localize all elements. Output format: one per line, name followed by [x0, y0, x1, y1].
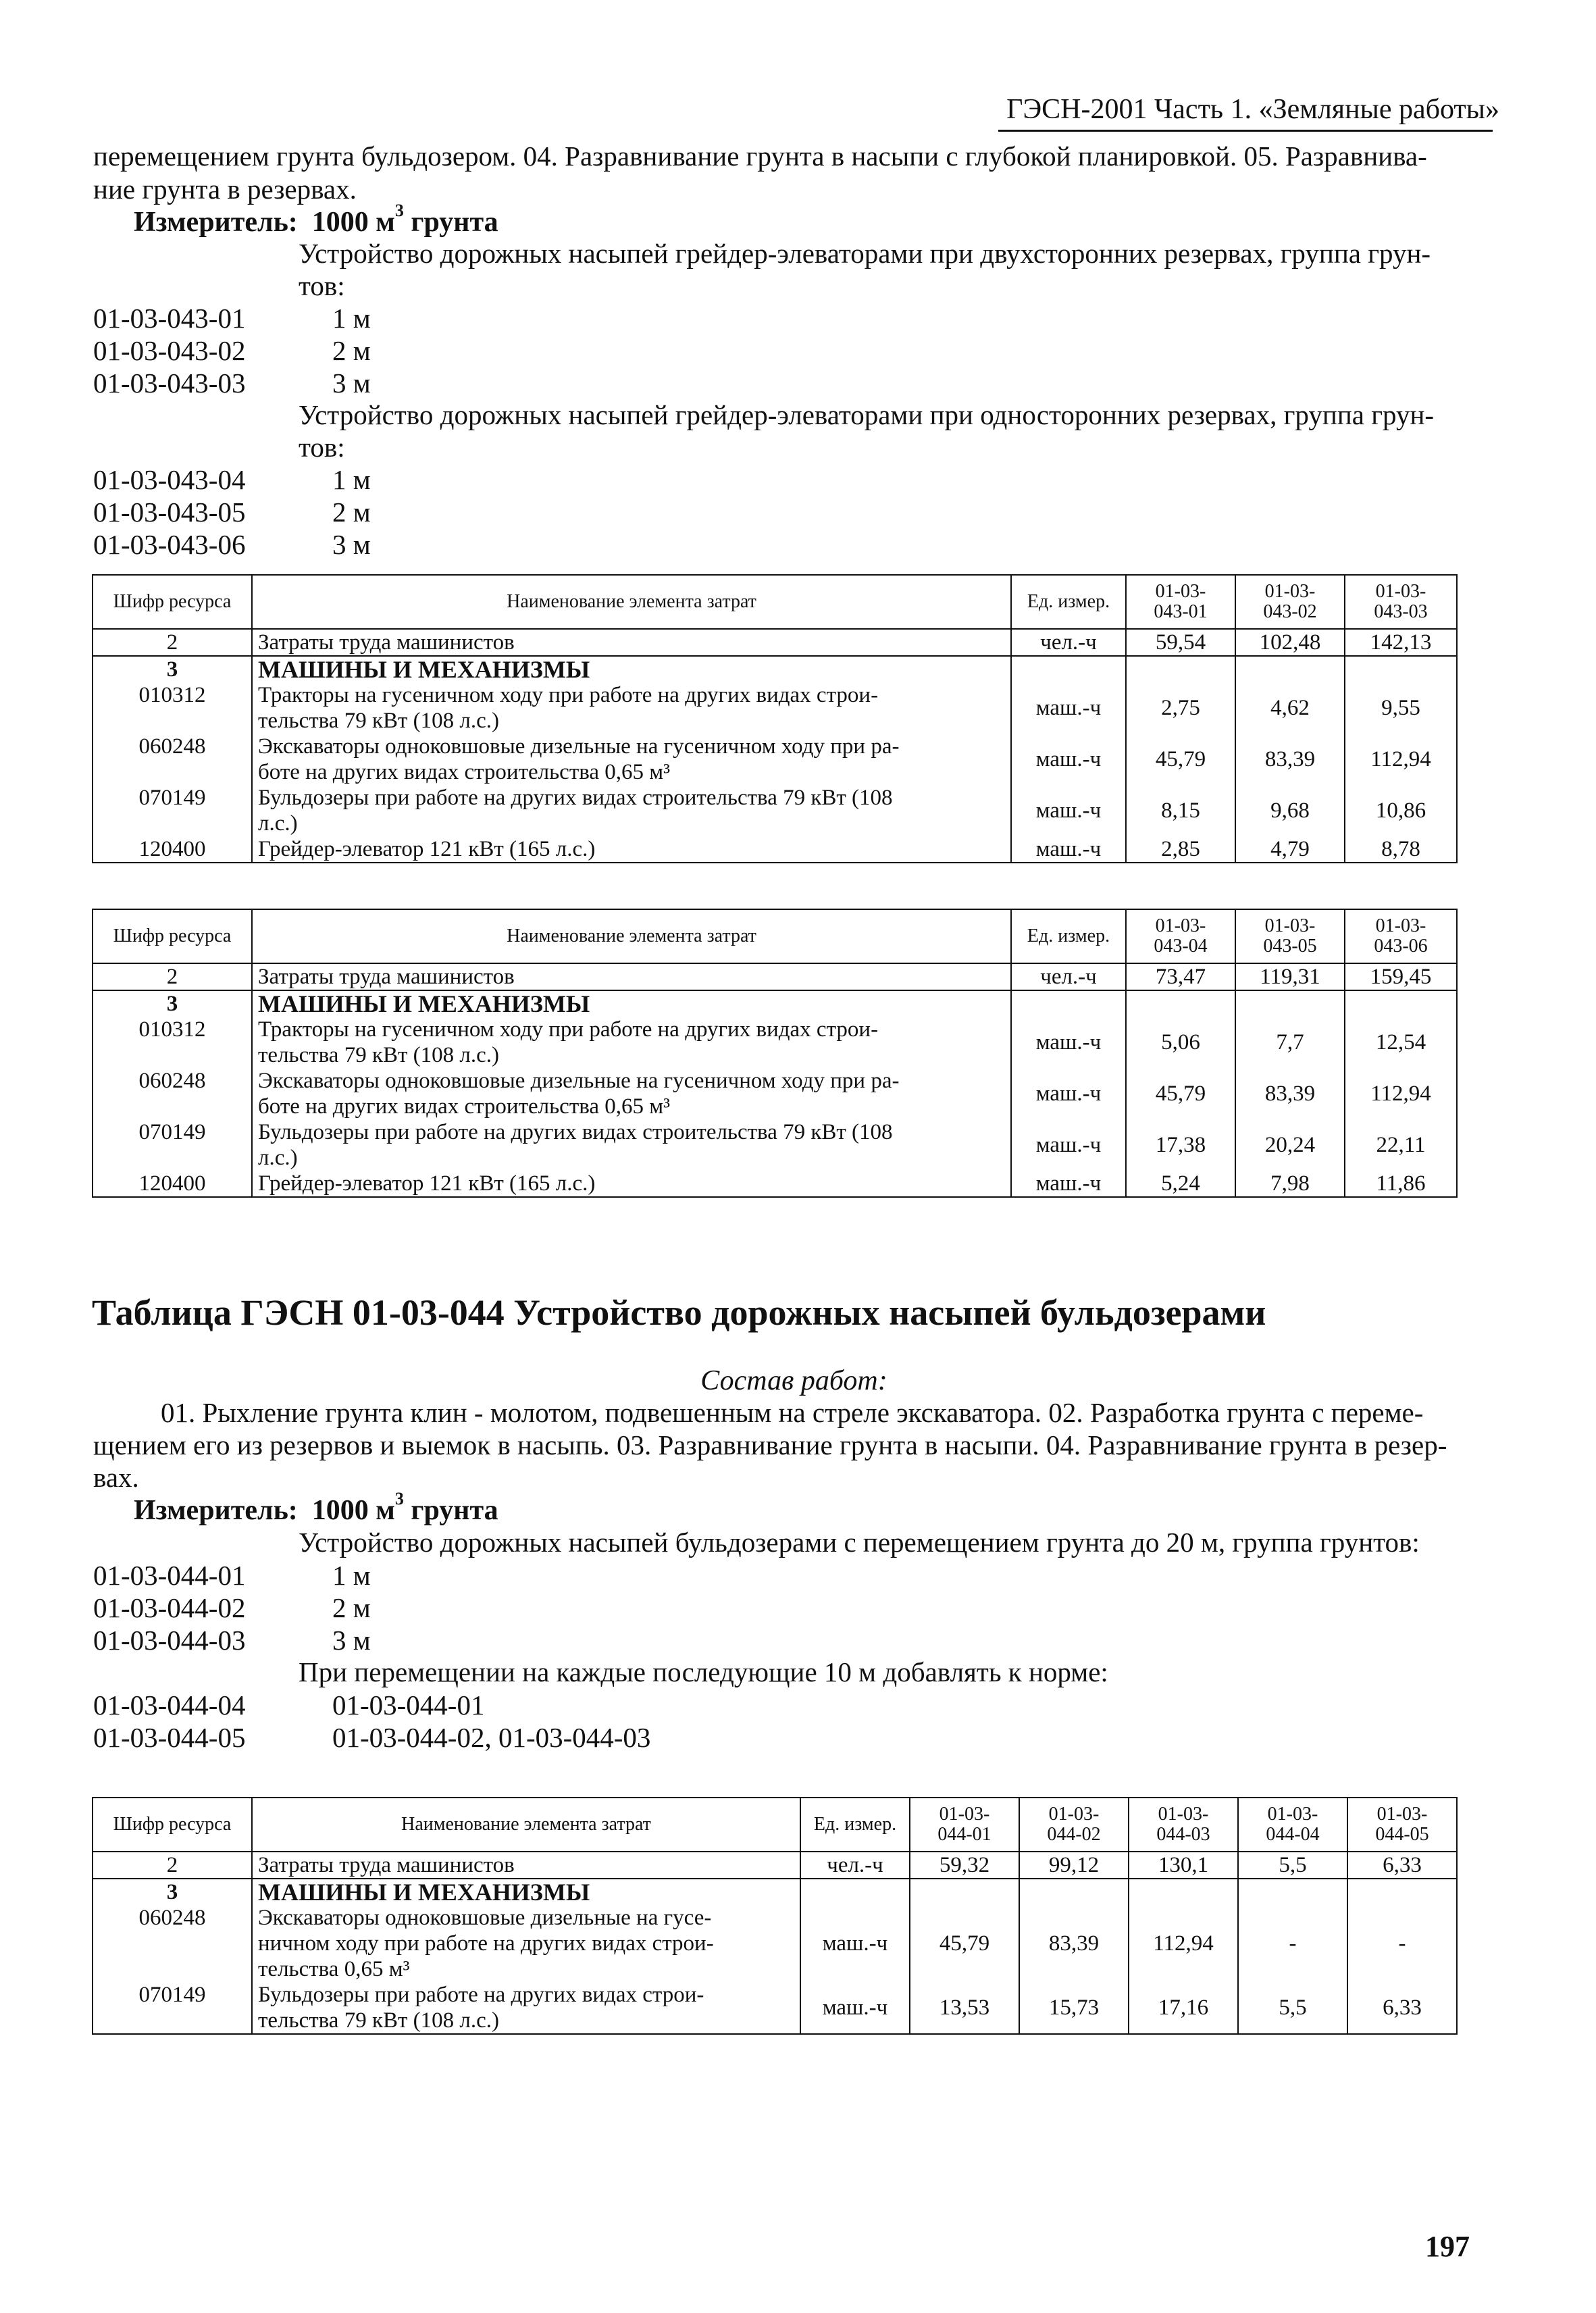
code-desc: 1 м	[332, 1560, 371, 1591]
cost-element-name	[252, 1171, 1011, 1197]
value-cell: 4,79	[1235, 836, 1345, 863]
resource-code: 2	[93, 1852, 252, 1879]
unit-cell: маш.-ч	[1011, 1068, 1126, 1119]
code-item: 01-03-043-02	[93, 335, 246, 366]
name-line: тельства 79 кВт (108 л.с.)	[258, 1043, 500, 1067]
name-line: МАШИНЫ И МЕХАНИЗМЫ	[258, 656, 590, 683]
resource-code: 2	[93, 963, 252, 990]
name-line: Затраты труда машинистов	[258, 1853, 515, 1877]
code-desc: 3 м	[332, 1625, 371, 1656]
cost-element-name	[252, 1905, 800, 1982]
code-item: 01-03-044-05	[93, 1722, 246, 1753]
measure-unit: грунта	[403, 207, 498, 238]
value-cell: 59,54	[1126, 629, 1235, 656]
unit-cell: маш.-ч	[800, 1982, 910, 2034]
name-line: Экскаваторы одноковшовые дизельные на гусеничном ходу при ра-	[258, 1069, 900, 1093]
value-cell: 59,32	[910, 1852, 1019, 1879]
table-row	[93, 836, 1457, 863]
measure-value: 1000 м	[311, 207, 395, 238]
column-header: 01-03- 044-04	[1238, 1798, 1347, 1852]
name-line: МАШИНЫ И МЕХАНИЗМЫ	[258, 990, 590, 1017]
name-line: Грейдер-элеватор 121 кВт (165 л.с.)	[258, 837, 596, 861]
unit-cell: маш.-ч	[1011, 1017, 1126, 1068]
code-desc: 2 м	[332, 335, 371, 366]
table-header-row	[93, 1798, 1457, 1852]
unit-cell: чел.-ч	[800, 1852, 910, 1879]
group2-line-2: тов:	[299, 432, 345, 463]
name-line: Бульдозеры при работе на других видах строительства 79 кВт (108	[258, 1120, 893, 1144]
cost-element-name	[252, 836, 1011, 863]
cost-element-name	[252, 1879, 800, 1905]
value-cell: 45,79	[910, 1905, 1019, 1982]
value-cell: 142,13	[1345, 629, 1457, 656]
value-cell: 5,5	[1238, 1852, 1347, 1879]
value-cell	[1345, 990, 1457, 1017]
value-cell: 5,5	[1238, 1982, 1347, 2034]
value-cell: 7,98	[1235, 1171, 1345, 1197]
value-cell: 8,78	[1345, 836, 1457, 863]
name-line: тельства 0,65 м³	[258, 1957, 410, 1981]
column-header: Наименование элемента затрат	[252, 909, 1011, 963]
measure-label: Измеритель:	[134, 1495, 298, 1526]
code-item: 01-03-043-06	[93, 529, 246, 560]
table-row	[93, 1119, 1457, 1171]
value-cell: 45,79	[1126, 734, 1235, 785]
column-header: 01-03- 044-02	[1019, 1798, 1129, 1852]
name-line: тельства 79 кВт (108 л.с.)	[258, 2008, 500, 2033]
code-desc: 3 м	[332, 367, 371, 399]
measure-unit: грунта	[403, 1495, 498, 1526]
group1-line-1: Устройство дорожных насыпей грейдер-элеваторами при двухсторонних резервах, группа грун-	[299, 238, 1431, 269]
resource-code: 060248	[93, 734, 252, 785]
cost-element-name	[252, 1068, 1011, 1119]
measure-value: 1000 м	[311, 1495, 395, 1526]
value-cell: 10,86	[1345, 785, 1457, 836]
value-cell: 2,75	[1126, 682, 1235, 734]
group1-line-2: тов:	[299, 270, 345, 301]
column-header: 01-03- 044-03	[1129, 1798, 1238, 1852]
code-item: 01-03-043-03	[93, 367, 246, 399]
name-line: Тракторы на гусеничном ходу при работе на других видах строи-	[258, 1017, 879, 1042]
resource-code: 120400	[93, 836, 252, 863]
page-number: 197	[1425, 2230, 1470, 2263]
measure-sup: 3	[394, 201, 404, 220]
value-cell: 17,38	[1126, 1119, 1235, 1171]
value-cell: 83,39	[1235, 1068, 1345, 1119]
name-line: Тракторы на гусеничном ходу при работе на других видах строи-	[258, 683, 879, 707]
value-cell: 9,68	[1235, 785, 1345, 836]
code-item: 01-03-043-05	[93, 497, 246, 528]
value-cell: 112,94	[1345, 1068, 1457, 1119]
resource-code: 2	[93, 629, 252, 656]
table-row	[93, 1171, 1457, 1197]
measure-line-2	[134, 1489, 498, 1527]
column-header: 01-03- 043-06	[1345, 909, 1457, 963]
cost-element-name	[252, 1982, 800, 2034]
group2-line-1: Устройство дорожных насыпей грейдер-элеваторами при односторонних резервах, группа грун-	[299, 399, 1435, 430]
table-row	[93, 682, 1457, 734]
resource-table-2	[92, 909, 1458, 1198]
table-row	[93, 629, 1457, 656]
column-header: Шифр ресурса	[93, 909, 252, 963]
resource-code: 070149	[93, 1982, 252, 2034]
value-cell	[1238, 1879, 1347, 1905]
name-line: тельства 79 кВт (108 л.с.)	[258, 709, 500, 733]
value-cell: 15,73	[1019, 1982, 1129, 2034]
table-row	[93, 785, 1457, 836]
group-line: Устройство дорожных насыпей бульдозерами с перемещением грунта до 20 м, группа грунтов:	[299, 1527, 1420, 1558]
value-cell	[1347, 1879, 1457, 1905]
works-line-2: щением его из резервов и выемок в насыпь. 03. Разравнивание грунта в насыпи. 04. Разравнивание грунта в резер-	[93, 1429, 1447, 1460]
value-cell: 73,47	[1126, 963, 1235, 990]
column-header: Наименование элемента затрат	[252, 575, 1011, 629]
name-line: Бульдозеры при работе на других видах строи-	[258, 1983, 704, 2007]
add-line: При перемещении на каждые последующие 10 м добавлять к норме:	[299, 1656, 1108, 1687]
value-cell: 2,85	[1126, 836, 1235, 863]
value-cell: 83,39	[1235, 734, 1345, 785]
name-line: Экскаваторы одноковшовые дизельные на гусе-	[258, 1906, 712, 1930]
name-line: л.с.)	[258, 811, 298, 836]
column-header: 01-03- 043-01	[1126, 575, 1235, 629]
table-title: Таблица ГЭСН 01-03-044 Устройство дорожных насыпей бульдозерами	[92, 1292, 1266, 1333]
resource-code: 060248	[93, 1905, 252, 1982]
value-cell: -	[1238, 1905, 1347, 1982]
value-cell	[1129, 1879, 1238, 1905]
unit-cell: маш.-ч	[1011, 1119, 1126, 1171]
unit-cell: маш.-ч	[1011, 836, 1126, 863]
unit-cell: чел.-ч	[1011, 963, 1126, 990]
header-rule	[998, 130, 1493, 132]
value-cell: 8,15	[1126, 785, 1235, 836]
unit-cell: маш.-ч	[800, 1905, 910, 1982]
name-line: Экскаваторы одноковшовые дизельные на гусеничном ходу при ра-	[258, 734, 900, 759]
cost-element-name	[252, 1017, 1011, 1068]
resource-code: 010312	[93, 682, 252, 734]
value-cell: 22,11	[1345, 1119, 1457, 1171]
value-cell: 11,86	[1345, 1171, 1457, 1197]
unit-cell	[1011, 656, 1126, 682]
column-header: Шифр ресурса	[93, 575, 252, 629]
code-desc: 1 м	[332, 464, 371, 495]
cost-element-name	[252, 990, 1011, 1017]
value-cell: 4,62	[1235, 682, 1345, 734]
value-cell: 13,53	[910, 1982, 1019, 2034]
value-cell: 45,79	[1126, 1068, 1235, 1119]
unit-cell: маш.-ч	[1011, 734, 1126, 785]
resource-code: 010312	[93, 1017, 252, 1068]
name-line: ничном ходу при работе на других видах строи-	[258, 1931, 714, 1956]
value-cell	[1019, 1879, 1129, 1905]
code-desc: 2 м	[332, 1592, 371, 1623]
value-cell: 112,94	[1345, 734, 1457, 785]
unit-cell: маш.-ч	[1011, 682, 1126, 734]
resource-table-1	[92, 574, 1458, 863]
resource-code: 070149	[93, 785, 252, 836]
table-row	[93, 1879, 1457, 1905]
running-header: ГЭСН-2001 Часть 1. «Земляные работы»	[1006, 94, 1499, 125]
value-cell: 99,12	[1019, 1852, 1129, 1879]
value-cell: 20,24	[1235, 1119, 1345, 1171]
code-item: 01-03-044-02	[93, 1592, 246, 1623]
code-item: 01-03-043-04	[93, 464, 246, 495]
column-header: 01-03- 044-01	[910, 1798, 1019, 1852]
name-line: Затраты труда машинистов	[258, 630, 515, 655]
unit-cell	[800, 1879, 910, 1905]
code-desc: 1 м	[332, 303, 371, 334]
value-cell: 130,1	[1129, 1852, 1238, 1879]
intro-line-1: перемещением грунта бульдозером. 04. Разравнивание грунта в насыпи с глубокой планировкой. 05. Разравнива-	[93, 141, 1427, 172]
value-cell: 6,33	[1347, 1852, 1457, 1879]
column-header: 01-03- 043-03	[1345, 575, 1457, 629]
table-row	[93, 1905, 1457, 1982]
value-cell: 119,31	[1235, 963, 1345, 990]
works-line-3: вах.	[93, 1462, 139, 1493]
table-row	[93, 656, 1457, 682]
value-cell: 102,48	[1235, 629, 1345, 656]
resource-code: 3	[93, 656, 252, 682]
table-row	[93, 1017, 1457, 1068]
measure-line-1	[134, 201, 498, 238]
column-header: 01-03- 043-04	[1126, 909, 1235, 963]
column-header: 01-03- 043-05	[1235, 909, 1345, 963]
resource-table-3	[92, 1797, 1458, 2035]
table-row	[93, 734, 1457, 785]
value-cell	[910, 1879, 1019, 1905]
value-cell	[1126, 656, 1235, 682]
resource-code: 3	[93, 990, 252, 1017]
table-header-row	[93, 575, 1457, 629]
value-cell	[1345, 656, 1457, 682]
value-cell: -	[1347, 1905, 1457, 1982]
name-line: Затраты труда машинистов	[258, 965, 515, 989]
column-header: Ед. измер.	[800, 1798, 910, 1852]
name-line: Бульдозеры при работе на других видах строительства 79 кВт (108	[258, 786, 893, 810]
measure-label: Измеритель:	[134, 207, 298, 238]
value-cell: 159,45	[1345, 963, 1457, 990]
resource-code: 3	[93, 1879, 252, 1905]
name-line: МАШИНЫ И МЕХАНИЗМЫ	[258, 1879, 590, 1906]
value-cell: 7,7	[1235, 1017, 1345, 1068]
value-cell	[1235, 656, 1345, 682]
code-desc: 01-03-044-02, 01-03-044-03	[332, 1722, 651, 1753]
value-cell: 112,94	[1129, 1905, 1238, 1982]
cost-element-name	[252, 963, 1011, 990]
value-cell: 83,39	[1019, 1905, 1129, 1982]
name-line: боте на других видах строительства 0,65 м³	[258, 760, 671, 784]
value-cell: 9,55	[1345, 682, 1457, 734]
resource-code: 120400	[93, 1171, 252, 1197]
table-row	[93, 963, 1457, 990]
code-item: 01-03-044-01	[93, 1560, 246, 1591]
resource-code: 060248	[93, 1068, 252, 1119]
name-line: боте на других видах строительства 0,65 м³	[258, 1094, 671, 1119]
column-header: Шифр ресурса	[93, 1798, 252, 1852]
unit-cell: маш.-ч	[1011, 785, 1126, 836]
works-line-1: 01. Рыхление грунта клин - молотом, подвешенным на стреле экскаватора. 02. Разработка грунта с переме-	[161, 1397, 1424, 1428]
value-cell: 12,54	[1345, 1017, 1457, 1068]
column-header: Ед. измер.	[1011, 575, 1126, 629]
code-item: 01-03-043-01	[93, 303, 246, 334]
cost-element-name	[252, 629, 1011, 656]
code-desc: 3 м	[332, 529, 371, 560]
table-row	[93, 1982, 1457, 2034]
value-cell: 5,06	[1126, 1017, 1235, 1068]
table-row	[93, 1068, 1457, 1119]
intro-line-2: ние грунта в резервах.	[93, 174, 357, 205]
cost-element-name	[252, 656, 1011, 682]
column-header: Ед. измер.	[1011, 909, 1126, 963]
unit-cell	[1011, 990, 1126, 1017]
value-cell	[1235, 990, 1345, 1017]
name-line: Грейдер-элеватор 121 кВт (165 л.с.)	[258, 1171, 596, 1196]
cost-element-name	[252, 682, 1011, 734]
table-row	[93, 990, 1457, 1017]
measure-sup: 3	[394, 1489, 404, 1508]
code-item: 01-03-044-03	[93, 1625, 246, 1656]
name-line: л.с.)	[258, 1146, 298, 1170]
value-cell	[1126, 990, 1235, 1017]
cost-element-name	[252, 1852, 800, 1879]
cost-element-name	[252, 1119, 1011, 1171]
resource-code: 070149	[93, 1119, 252, 1171]
column-header: 01-03- 044-05	[1347, 1798, 1457, 1852]
composition-label: Состав работ:	[700, 1365, 887, 1396]
table-header-row	[93, 909, 1457, 963]
code-desc: 2 м	[332, 497, 371, 528]
unit-cell: чел.-ч	[1011, 629, 1126, 656]
column-header: Наименование элемента затрат	[252, 1798, 800, 1852]
column-header: 01-03- 043-02	[1235, 575, 1345, 629]
code-item: 01-03-044-04	[93, 1689, 246, 1721]
value-cell: 17,16	[1129, 1982, 1238, 2034]
unit-cell: маш.-ч	[1011, 1171, 1126, 1197]
value-cell: 5,24	[1126, 1171, 1235, 1197]
cost-element-name	[252, 734, 1011, 785]
code-desc: 01-03-044-01	[332, 1689, 485, 1721]
cost-element-name	[252, 785, 1011, 836]
value-cell: 6,33	[1347, 1982, 1457, 2034]
table-row	[93, 1852, 1457, 1879]
